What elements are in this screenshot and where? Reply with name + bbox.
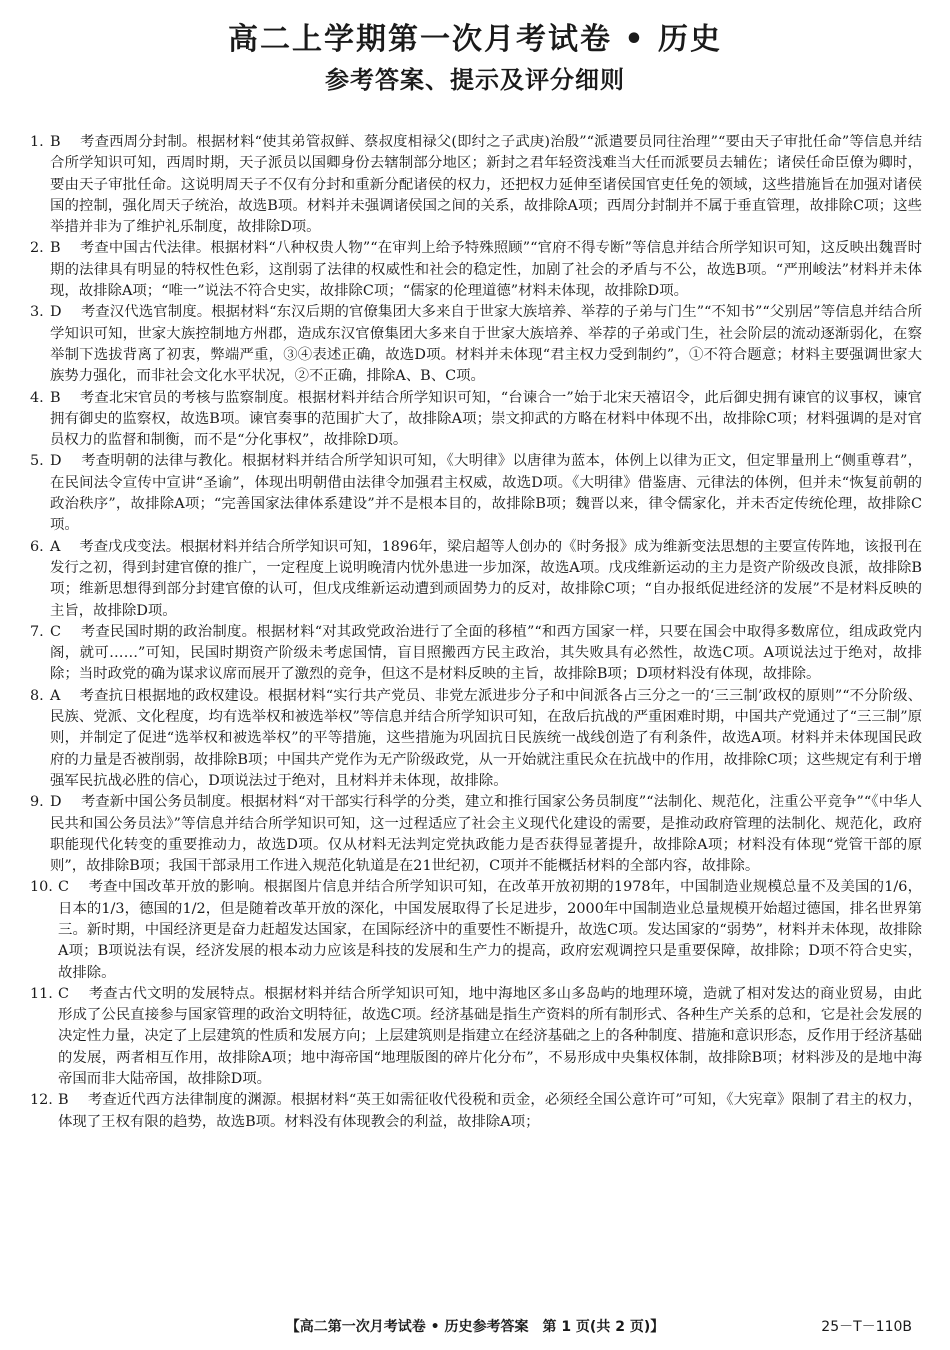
item-explanation: 考查汉代选官制度。根据材料“东汉后期的官僚集团大多来自于世家大族培养、举荐的子弟与门生”“不知书”“父别居”等信息并结合所学知识可知，世家大族控制地方州郡，造成东汉官僚集团大多来自于世家大族培养、举荐的子弟或门生，社会阶层的流动逐渐弱化，在察举制下选拔背离了初衷，弊端严重，③④表述正确，故选D项。材料并未体现“君主权力受到制约”，①不符合题意；材料主要强调世家大族势力强化，而非社会文化水平状况，②不正确，排除A、B、C项。 — [50, 304, 922, 385]
page-subtitle: 参考答案、提示及评分细则 — [325, 66, 625, 94]
item-answer: D — [50, 453, 62, 470]
answer-item-12 — [30, 1090, 922, 1133]
item-explanation: 考查抗日根据地的政权建设。根据材料“实行共产党员、非党左派进步分子和中间派各占三分之一的‘三三制’政权的原则”“不分阶级、民族、党派、文化程度，均有选举权和被选举权”等信息并结合所学知识可知，在敌后抗战的严重困难时期，中国共产党通过了“三三制”原则，并制定了促进“选举权和被选举权”的平等措施，这些措施为巩固抗日民族统一战线创造了有利条件，故选A项。材料并未体现国民政府的力量是否被削弱，故排除B项；中国共产党作为无产阶级政党，从一开始就注重民众在抗战中的作用，故排除C项；这些规定有利于增强军民抗战必胜的信心，D项说法过于绝对，且材料并未体现，故排除。 — [50, 687, 922, 789]
footer-page-info: 【高二第一次月考试卷 • 历史参考答案 第 1 页(共 2 页)】 — [285, 1319, 665, 1335]
item-number: 4. — [30, 389, 44, 406]
item-explanation: 考查古代文明的发展特点。根据材料并结合所学知识可知，地中海地区多山多岛屿的地理环境，造就了相对发达的商业贸易，由此形成了公民直接参与国家管理的政治文明特征，故选C项。经济基础是指生产资料的所有制形式、各种生产关系的总和，它是社会发展的决定性力量，决定了上层建筑的性质和发展方向；上层建筑则是指建立在经济基础之上的各种制度、措施和意识形态，反作用于经济基础的发展，两者相互作用，故排除A项；地中海帝国“地理版图的碎片化分布”，不易形成中央集权体制，故排除B项；材料涉及的是地中海帝国而非大陆帝国，故排除D项。 — [58, 985, 922, 1088]
item-number: 12. — [30, 1092, 53, 1109]
item-number: 6. — [30, 538, 44, 555]
item-explanation: 考查西周分封制。根据材料“使其弟管叔鲜、蔡叔度相禄父(即纣之子武庚)治殷”“派遣要员同往治理”“要由天子审批任命”等信息并结合所学知识可知，西周时期，天子派员以国卿身份去辖制部分地区；新封之君年轻资浅难当大任而派要员去辅佐；诸侯任命臣僚为卿时，要由天子审批任命。这说明周天子不仅有分封和重新分配诸侯的权力，还把权力延伸至诸侯国官吏任免的领域，这些措施旨在加强对诸侯国的控制，强化周天子统治，故选B项。材料并未强调诸侯国之间的关系，故排除A项；西周分封制并不属于垂直管理，故排除C项；这些举措并非为了维护礼乐制度，故排除D项。 — [50, 134, 923, 236]
item-answer: C — [58, 985, 70, 1002]
item-explanation: 考查新中国公务员制度。根据材料“对干部实行科学的分类，建立和推行国家公务员制度”“法制化、规范化，注重公平竞争”“《中华人民共和国公务员法》”等信息并结合所学知识可知，这一过程适应了社会主义现代化建设的需要，是推动政府管理的法制化、规范化，政府职能现代化转变的重要推动力，故选D项。仅从材料无法判定党执政能力是否获得显著提升，故排除A项；材料没有体现“党管干部的原则”，故排除B项；我国干部录用工作进入规范化轨道是在21世纪初，C项并不能概括材料的全部内容，故排除。 — [50, 794, 922, 875]
item-number: 11. — [30, 985, 53, 1002]
item-number: 3. — [30, 304, 44, 321]
item-answer: B — [50, 134, 61, 150]
answer-item-2 — [30, 238, 922, 302]
answer-item-3 — [30, 302, 922, 387]
answer-item-10 — [30, 877, 922, 983]
item-explanation: 考查戊戌变法。根据材料并结合所学知识可知，1896年，梁启超等人创办的《时务报》成为维新变法思想的主要宣传阵地，该报刊在发行之初，得到封建官僚的推广，一定程度上说明晚清内忧外患进一步加深，故选A项。戊戌维新运动的主力是资产阶级改良派，故排除B项；维新思想得到部分封建官僚的认可，但戊戌维新运动遭到顽固势力的反对，故排除C项；“自办报纸促进经济的发展”不是材料反映的主旨，故排除D项。 — [50, 538, 922, 619]
item-explanation: 考查中国改革开放的影响。根据图片信息并结合所学知识可知，在改革开放初期的1978年，中国制造业规模总量不及美国的1/6，日本的1/3，德国的1/2，但是随着改革开放的深化，中国发展取得了长足进步，2000年中国制造业总量规模开始超过德国，排名世界第三。新时期，中国经济更是奋力赶超发达国家，在国际经济中的重要性不断提升，故选C项。发达国家的“弱势”，材料并未体现，故排除A项；B项说法有误，经济发展的根本动力应该是科技的发展和生产力的提高，政府宏观调控只是重要保障，故排除；D项不符合史实，故排除。 — [58, 879, 922, 981]
item-answer: C — [58, 879, 70, 896]
item-number: 9. — [30, 794, 44, 811]
item-explanation: 考查民国时期的政治制度。根据材料“对其政党政治进行了全面的移植”“和西方国家一样，只要在国会中取得多数席位，组成政党内阁，就可……”可知，民国时期资产阶级未考虑国情，盲目照搬西方民主政治，其失败具有必然性，故选C项。A项说法过于绝对，故排除；当时政党的确为谋求议席而展开了激烈的竞争，但这不是材料反映的主旨，故排除B项；D项材料没有体现，故排除。 — [50, 623, 922, 683]
item-answer: B — [50, 389, 61, 406]
item-number: 8. — [30, 687, 44, 704]
answer-item-11 — [30, 984, 922, 1090]
item-answer: C — [50, 623, 62, 640]
page-title: 高二上学期第一次月考试卷 • 历史 — [227, 22, 723, 57]
answer-item-8 — [30, 686, 922, 792]
answer-item-5 — [30, 451, 922, 536]
item-explanation: 考查近代西方法律制度的渊源。根据材料“英王如需征收代役税和贡金，必须经全国公意许可”可知，《大宪章》限制了君主的权力，体现了王权有限的趋势，故选B项。材料没有体现教会的利益，故排除A项； — [58, 1092, 922, 1130]
item-number: 2. — [30, 240, 44, 257]
item-answer: D — [50, 794, 62, 811]
item-answer: D — [50, 304, 62, 321]
item-explanation: 考查明朝的法律与教化。根据材料并结合所学知识可知，《大明律》以唐律为蓝本，体例上以律为正文，但定罪量刑上“侧重尊君”，在民间法令宣传中宣讲“圣谕”，体现出明朝借由法律令加强君主权威，故选D项。《大明律》借鉴唐、元律法的体例，但并未“恢复前朝的政治秩序”，故排除A项；“完善国家法律体系建设”并不是根本目的，故排除B项；魏晋以来，律令儒家化，并未否定传统伦理，故排除C项。 — [50, 453, 922, 534]
item-number: 5. — [30, 453, 44, 470]
answer-item-4 — [30, 388, 922, 452]
item-answer: B — [58, 1092, 69, 1109]
answer-item-6 — [30, 537, 922, 622]
item-explanation: 考查北宋官员的考核与监察制度。根据材料并结合所学知识可知，“台谏合一”始于北宋天禧诏令，此后御史拥有谏官的议事权，谏官拥有御史的监察权，故选B项。谏官奏事的范围扩大了，故排除A项；崇文抑武的方略在材料中体现不出，故排除C项；材料强调的是对官员权力的监督和制衡，而不是“分化事权”，故排除D项。 — [50, 389, 923, 449]
answer-item-9 — [30, 792, 922, 877]
item-answer: A — [50, 687, 61, 704]
item-answer: B — [50, 240, 61, 257]
item-number: 1. — [30, 134, 44, 150]
item-number: 7. — [30, 623, 44, 640]
answer-item-7 — [30, 622, 922, 686]
item-answer: A — [50, 538, 61, 555]
answer-item-1 — [30, 132, 922, 238]
item-explanation: 考查中国古代法律。根据材料“八种权贵人物”“在审判上给予特殊照顾”“官府不得专断”等信息并结合所学知识可知，这反映出魏晋时期的法律具有明显的特权性色彩，这削弱了法律的权威性和社会的稳定性，加剧了社会的矛盾与不公，故选B项。“严刑峻法”材料并未体现，故排除A项；“唯一”说法不符合史实，故排除C项；“儒家的伦理道德”材料未体现，故排除D项。 — [50, 240, 922, 300]
footer-doc-code: 25－T－110B — [821, 1319, 912, 1335]
page-footer — [0, 1316, 950, 1340]
item-number: 10. — [30, 879, 53, 896]
answer-list — [30, 132, 922, 1133]
